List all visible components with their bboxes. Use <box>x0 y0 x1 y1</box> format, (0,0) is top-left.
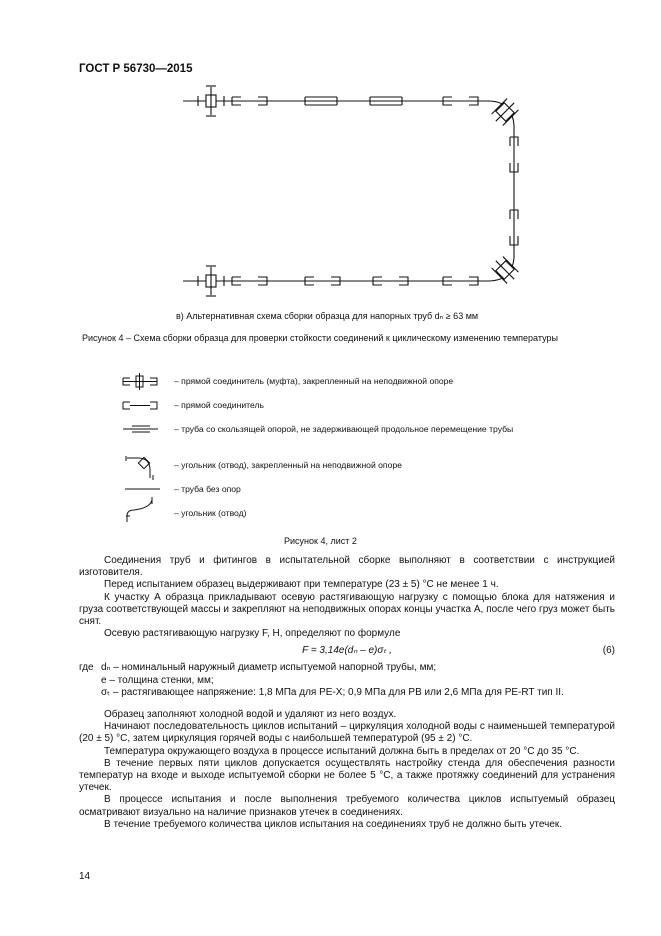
body-text <box>79 555 615 831</box>
fixed-elbow-icon <box>126 456 153 480</box>
document-number: ГОСТ Р 56730—2015 <box>79 63 193 75</box>
where-item: e – толщина стенки, мм; <box>101 674 214 686</box>
paragraph: В процессе испытания и после выполнения требуемого количества циклов испытуемый образец осматривают визуально на наличие признаков утечек в соединениях. <box>79 794 615 818</box>
legend-fixed-coupling: – прямой соединитель (муфта), закрепленный на неподвижной опоре <box>174 376 454 386</box>
legend-pipe-line: – труба без опор <box>174 484 241 494</box>
formula-number: (6) <box>602 645 615 657</box>
paragraph: В течение требуемого количества циклов испытания на соединениях труб не должно быть утечек. <box>104 818 563 830</box>
paragraph: Перед испытанием образец выдерживают при температуре (23 ± 5) °С не менее 1 ч. <box>104 579 499 591</box>
coupling-icon <box>123 402 157 409</box>
legend-sliding-support: – труба со скользящей опорой, не задерживающей продольное перемещение трубы <box>174 424 514 434</box>
where-block <box>79 662 615 699</box>
panel-caption: в) Альтернативная схема сборки образца для напорных труб dₙ ≥ 63 мм <box>176 311 479 321</box>
paragraph: Температура окружающего воздуха в процессе испытаний должна быть в пределах от 20 °С до 35 °С. <box>104 745 580 757</box>
paragraph: Осевую растягивающую нагрузку F, Н, определяют по формуле <box>104 628 401 640</box>
paragraph: В течение первых пяти циклов допускается осуществлять настройку стенда для обеспечения разности температур на входе и выходе испытуемой сборки не более 5 °С, а также протяжку соединений для устранения утечек. <box>79 757 615 794</box>
paragraph: К участку А образца прикладывают осевую растягивающую нагрузку с помощью блока для натяжения и груза соответствующей массы и закрепляют на неподвижных опорах концы участка А, после чего груз может быть снят. <box>79 591 615 628</box>
paragraph: Образец заполняют холодной водой и удаляют из него воздух. <box>104 709 397 721</box>
fixed-coupling-icon <box>123 373 157 390</box>
legend-coupling: – прямой соединитель <box>174 400 264 410</box>
formula: F = 3,14e(dₙ – e)σₜ , <box>302 645 392 657</box>
where-label: где <box>79 662 94 674</box>
legend-fixed-elbow: – угольник (отвод), закрепленный на неподвижной опоре <box>174 460 402 470</box>
sliding-support-icon <box>123 426 158 432</box>
sheet-label: Рисунок 4, лист 2 <box>284 536 357 546</box>
elbow-icon <box>126 497 152 522</box>
figure-caption: Рисунок 4 – Схема сборки образца для проверки стойкости соединений к циклическому изменению температуры <box>82 333 558 343</box>
legend-elbow: – угольник (отвод) <box>174 508 247 518</box>
where-item: σₜ – растягивающее напряжение: 1,8 МПа для PE-X; 0,9 МПа для PB или 2,6 МПа для PE-RT тип II. <box>101 686 564 698</box>
paragraph: Начинают последовательность циклов испытаний – циркуляция холодной воды с наименьшей температурой (20 ± 5) °С, затем циркуляция горячей воды с наибольшей температурой (95 ± 2) °С. <box>79 721 615 745</box>
formula-row <box>79 645 615 659</box>
paragraph: Соединения труб и фитингов в испытательной сборке выполняют в соответствии с инструкцией изготовителя. <box>79 555 615 579</box>
page-number: 14 <box>79 871 91 882</box>
where-item: dₙ – номинальный наружный диаметр испытуемой напорной трубы, мм; <box>101 662 437 674</box>
